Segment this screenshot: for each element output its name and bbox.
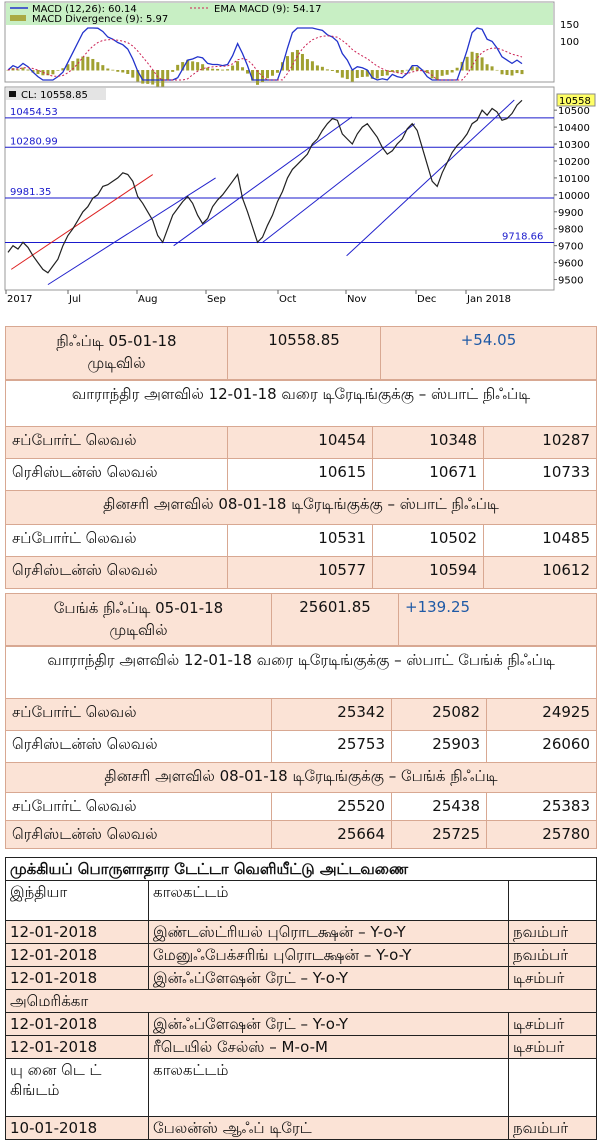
level-label: சப்போர்ட் லெவல் xyxy=(6,427,228,459)
uk-period-header: காலகட்டம் xyxy=(149,1059,509,1117)
macd-bar xyxy=(306,59,309,70)
price-tick: 10500 xyxy=(558,106,590,118)
econ-date: 12-01-2018 xyxy=(6,1013,149,1036)
econ-row xyxy=(6,967,597,990)
banknifty-title: பேங்க் நிஃப்டி 05-01-18 முடிவில் xyxy=(6,594,272,646)
cl-label: CL: 10558.85 xyxy=(21,90,88,101)
india-label: இந்தியா xyxy=(6,881,149,921)
macd-bar xyxy=(16,69,19,70)
level-value: 10502 xyxy=(373,525,484,557)
level-label: 9981.35 xyxy=(10,187,52,199)
macd-bar xyxy=(226,69,229,70)
level-value: 10287 xyxy=(484,427,597,459)
nifty-daily-title: தினசரி அளவில் 08-01-18 டிரேடிங்குக்கு – ஸ்பாட் நிஃப்டி xyxy=(6,491,597,525)
macd-bar xyxy=(501,70,504,74)
macd-bar xyxy=(436,70,439,80)
econ-date: 12-01-2018 xyxy=(6,1036,149,1059)
macd-bar xyxy=(266,70,269,78)
period-header: காலகட்டம் xyxy=(149,881,509,921)
price-tick: 9500 xyxy=(558,275,584,287)
price-tick: 10100 xyxy=(558,173,590,185)
macd-bar xyxy=(221,70,224,71)
price-chart xyxy=(0,0,600,325)
macd-bar xyxy=(381,70,384,76)
econ-row xyxy=(6,1013,597,1036)
level-value: 10485 xyxy=(484,525,597,557)
level-value: 25725 xyxy=(392,821,487,849)
level-value: 25383 xyxy=(487,793,597,821)
econ-date: 10-01-2018 xyxy=(6,1117,149,1140)
econ-row xyxy=(6,921,597,944)
macd-bar xyxy=(146,70,149,84)
level-value: 25780 xyxy=(487,821,597,849)
x-label: Jul xyxy=(69,294,82,305)
macd-legend-3: MACD Divergence (9): 5.97 xyxy=(32,14,169,25)
nifty-close: 10558.85 xyxy=(228,327,381,380)
macd-bar xyxy=(401,70,404,73)
econ-heading: முக்கியப் பொருளாதார டேட்டா வெளியீட்டு அட்டவணை xyxy=(6,858,597,881)
empty-cell xyxy=(509,881,597,921)
level-label: ரெசிஸ்டன்ஸ் லெவல் xyxy=(6,459,228,491)
macd-bar xyxy=(466,57,469,71)
macd-bar xyxy=(216,69,219,71)
macd-bar xyxy=(431,70,434,78)
level-value: 25520 xyxy=(272,793,392,821)
level-label: ரெசிஸ்டன்ஸ் லெவல் xyxy=(6,821,272,849)
macd-bar xyxy=(196,62,199,70)
level-value: 25753 xyxy=(272,731,392,763)
econ-date: 12-01-2018 xyxy=(6,967,149,990)
macd-bar xyxy=(351,70,354,82)
level-label: சப்போர்ட் லெவல் xyxy=(6,793,272,821)
level-value: 10671 xyxy=(373,459,484,491)
macd-bar xyxy=(111,70,114,71)
econ-date: 12-01-2018 xyxy=(6,944,149,967)
macd-bar xyxy=(156,70,159,87)
econ-period: நவம்பர் xyxy=(509,921,597,944)
macd-bar xyxy=(126,70,129,74)
nifty-daily-resistance-row xyxy=(6,557,597,589)
level-label: 10454.53 xyxy=(10,106,58,118)
level-label: 10280.99 xyxy=(10,136,58,148)
macd-bar xyxy=(131,70,134,78)
x-label: Oct xyxy=(279,294,297,305)
macd-bar xyxy=(476,53,479,70)
x-label: Aug xyxy=(138,294,158,305)
nifty-weekly-title: வாராந்திர அளவில் 12-01-18 வரை டிரேடிங்குக்கு – ஸ்பாட் நிஃப்டி xyxy=(6,381,597,427)
level-label: 9718.66 xyxy=(502,231,544,243)
level-label: சப்போர்ட் லெவல் xyxy=(6,699,272,731)
macd-bar xyxy=(206,68,209,71)
level-value: 10348 xyxy=(373,427,484,459)
macd-bar xyxy=(321,67,324,71)
macd-bar xyxy=(311,61,314,70)
macd-bar xyxy=(301,54,304,71)
macd-bar xyxy=(441,70,444,76)
econ-period: டிசம்பர் xyxy=(509,1013,597,1036)
nifty-close-row xyxy=(6,327,597,380)
nifty-title: நிஃப்டி 05-01-18 முடிவில் xyxy=(6,327,228,380)
macd-bar xyxy=(511,70,514,76)
price-tick: 9900 xyxy=(558,207,584,219)
level-value: 10733 xyxy=(484,459,597,491)
macd-bar xyxy=(446,70,449,75)
econ-date: 12-01-2018 xyxy=(6,921,149,944)
level-value: 10454 xyxy=(228,427,373,459)
econ-period: டிசம்பர் xyxy=(509,1036,597,1059)
legend-div-swatch xyxy=(10,15,26,21)
banknifty-weekly-support-row xyxy=(6,699,597,731)
usa-label: அமெரிக்கா xyxy=(6,990,597,1013)
banknifty-close: 25601.85 xyxy=(272,594,399,646)
macd-bar xyxy=(346,70,349,79)
macd-bar xyxy=(36,70,39,74)
macd-bar xyxy=(161,70,164,87)
econ-row xyxy=(6,1117,597,1140)
level-value: 24925 xyxy=(487,699,597,731)
macd-bar xyxy=(271,70,274,76)
econ-event: இண்டஸ்ட்ரியல் புரொடக்ஷன் – Y-o-Y xyxy=(149,921,509,944)
level-label: ரெசிஸ்டன்ஸ் லெவல் xyxy=(6,731,272,763)
level-label: சப்போர்ட் லெவல் xyxy=(6,525,228,557)
econ-period: டிசம்பர் xyxy=(509,967,597,990)
banknifty-close-row xyxy=(6,594,597,646)
price-tick: 10000 xyxy=(558,190,590,202)
econ-event: ரீடெயில் சேல்ஸ் – M-o-M xyxy=(149,1036,509,1059)
banknifty-daily-title: தினசரி அளவில் 08-01-18 டிரேடிங்குக்கு – பேங்க் நிஃப்டி xyxy=(6,763,597,793)
price-tick: 9600 xyxy=(558,258,584,270)
macd-bar xyxy=(286,56,289,70)
level-value: 10531 xyxy=(228,525,373,557)
macd-bar xyxy=(326,69,329,70)
macd-bar xyxy=(496,70,499,71)
macd-tick-100: 100 xyxy=(560,37,580,48)
macd-bar xyxy=(296,50,299,71)
macd-bar xyxy=(516,70,519,73)
banknifty-daily-support-row xyxy=(6,793,597,821)
macd-bar xyxy=(331,70,334,71)
banknifty-change: +139.25 xyxy=(399,594,597,646)
econ-event: பேலன்ஸ் ஆஃப் டிரேட் xyxy=(149,1117,509,1140)
macd-bar xyxy=(231,66,234,71)
macd-bar xyxy=(86,57,89,71)
level-value: 26060 xyxy=(487,731,597,763)
econ-event: இன்ஃப்ளேஷன் ரேட் – Y-o-Y xyxy=(149,1013,509,1036)
macd-bar xyxy=(26,70,29,71)
econ-row xyxy=(6,944,597,967)
macd-bar xyxy=(416,67,419,70)
macd-bar xyxy=(361,70,364,77)
banknifty-daily-resistance-row xyxy=(6,821,597,849)
macd-bar xyxy=(356,70,359,78)
macd-bar xyxy=(506,70,509,75)
x-label: Nov xyxy=(347,294,367,305)
macd-bar xyxy=(481,57,484,70)
macd-bar xyxy=(51,70,54,74)
price-tick: 10200 xyxy=(558,156,590,168)
x-label: Sep xyxy=(207,294,226,305)
econ-event: மேனுஃபேக்சரிங் புரொடக்ஷன் – Y-o-Y xyxy=(149,944,509,967)
empty-cell xyxy=(509,1059,597,1117)
price-tick: 9700 xyxy=(558,241,584,253)
macd-bar xyxy=(376,70,379,79)
price-tick: 10300 xyxy=(558,140,590,152)
macd-bar xyxy=(176,65,179,71)
econ-calendar xyxy=(5,857,596,1140)
nifty-change: +54.05 xyxy=(381,327,597,380)
econ-period: நவம்பர் xyxy=(509,1117,597,1140)
nifty-section xyxy=(5,326,596,589)
macd-bar xyxy=(521,70,524,74)
macd-bar xyxy=(241,67,244,70)
macd-bar xyxy=(406,70,409,71)
level-value: 25903 xyxy=(392,731,487,763)
macd-bar xyxy=(191,61,194,70)
banknifty-section xyxy=(5,593,596,849)
nifty-weekly-support-row xyxy=(6,427,597,459)
macd-bar xyxy=(486,64,489,70)
level-value: 10615 xyxy=(228,459,373,491)
econ-period: நவம்பர் xyxy=(509,944,597,967)
macd-bar xyxy=(236,61,239,70)
macd-bar xyxy=(451,70,454,72)
banknifty-weekly-title: வாராந்திர அளவில் 12-01-18 வரை டிரேடிங்குக்கு – ஸ்பாட் பேங்க் நிஃப்டி xyxy=(6,647,597,699)
econ-row xyxy=(6,1036,597,1059)
macd-bar xyxy=(166,70,169,79)
x-label: Dec xyxy=(417,294,437,305)
macd-legend-2: EMA MACD (9): 54.17 xyxy=(214,4,322,15)
macd-tick-150: 150 xyxy=(560,20,580,31)
cl-swatch xyxy=(9,91,16,97)
level-value: 25438 xyxy=(392,793,487,821)
banknifty-weekly-resistance-row xyxy=(6,731,597,763)
x-label: Jan 2018 xyxy=(467,294,512,305)
macd-bar xyxy=(211,69,214,71)
level-value: 25082 xyxy=(392,699,487,731)
x-label: 2017 xyxy=(7,294,33,305)
macd-bar xyxy=(96,62,99,70)
level-value: 10594 xyxy=(373,557,484,589)
level-value: 10612 xyxy=(484,557,597,589)
level-value: 25342 xyxy=(272,699,392,731)
uk-label: யு னை டெ ட் கிங்டம் xyxy=(6,1059,149,1117)
nifty-weekly-resistance-row xyxy=(6,459,597,491)
macd-legend-1: MACD (12,26): 60.14 xyxy=(32,4,137,15)
macd-bar xyxy=(106,69,109,71)
macd-bar xyxy=(116,70,119,72)
macd-bar xyxy=(276,70,279,73)
macd-bar xyxy=(256,70,259,85)
macd-bar xyxy=(141,70,144,84)
macd-bar xyxy=(316,65,319,70)
macd-bar xyxy=(171,70,174,72)
macd-bar xyxy=(491,66,494,70)
macd-bar xyxy=(91,59,94,71)
level-value: 10577 xyxy=(228,557,373,589)
nifty-daily-support-row xyxy=(6,525,597,557)
price-tick: 10400 xyxy=(558,123,590,135)
last-price-text: 10558 xyxy=(559,96,591,107)
macd-bar xyxy=(76,59,79,71)
level-label: ரெசிஸ்டன்ஸ் லெவல் xyxy=(6,557,228,589)
macd-bar xyxy=(336,70,339,73)
level-value: 25664 xyxy=(272,821,392,849)
macd-bar xyxy=(81,57,84,71)
price-tick: 9800 xyxy=(558,224,584,236)
econ-event: இன்ஃப்ளேஷன் ரேட் – Y-o-Y xyxy=(149,967,509,990)
macd-bar xyxy=(101,65,104,70)
macd-bar xyxy=(151,70,154,85)
macd-bar xyxy=(341,70,344,78)
macd-bar xyxy=(456,68,459,71)
macd-bar xyxy=(121,70,124,72)
macd-bar xyxy=(56,70,59,71)
